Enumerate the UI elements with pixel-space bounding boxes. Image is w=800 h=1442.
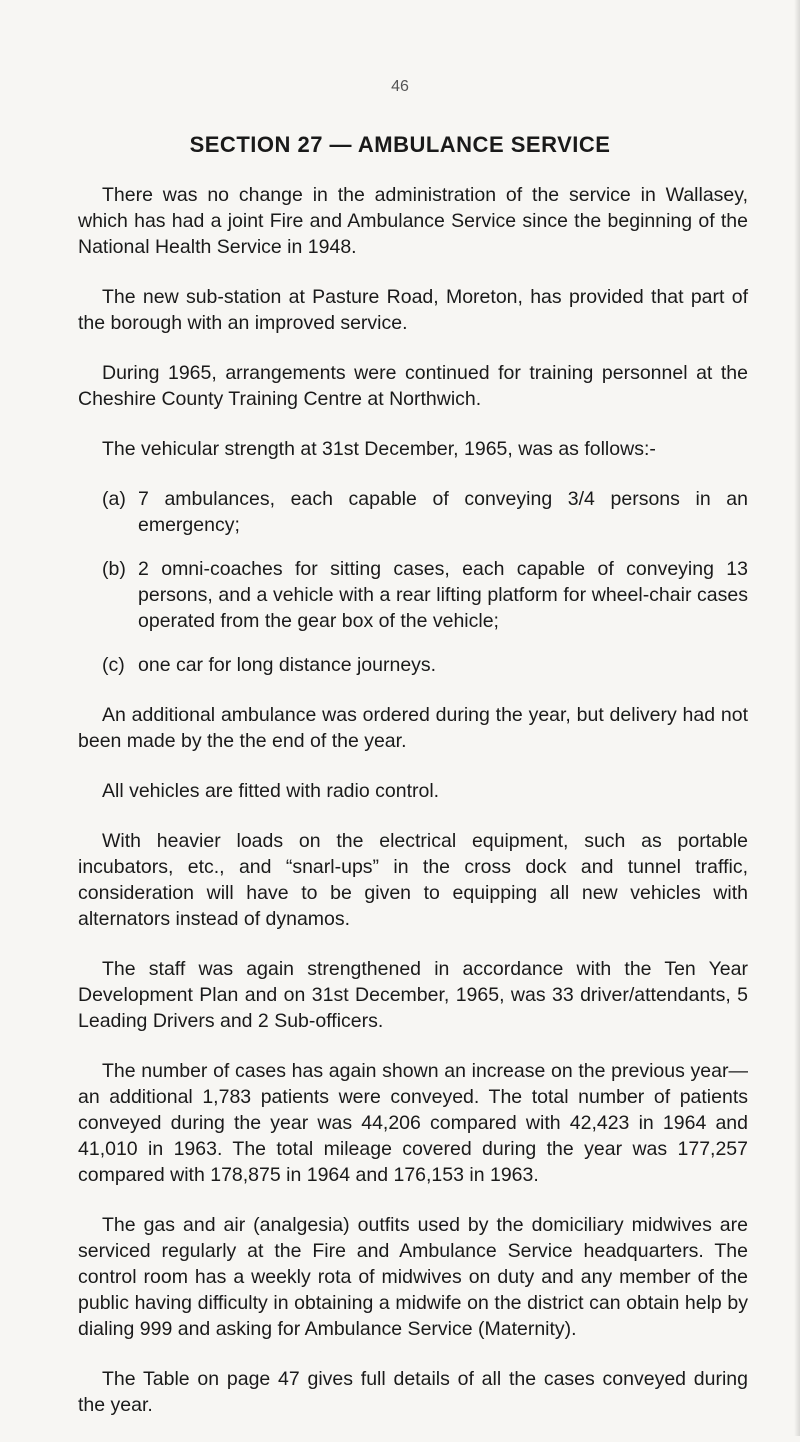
vehicle-item-label: (a) xyxy=(102,488,126,510)
vehicle-item-text: 7 ambulances, each capable of conveying 3/4 persons in an emergency; xyxy=(138,488,748,536)
vehicle-item-text: 2 omni-coaches for sitting cases, each capable of conveying 13 persons, and a vehicle with a rear lifting platform for wheel-chair cases operated from the gear box of the vehicle; xyxy=(138,558,748,632)
vehicle-list-item xyxy=(102,486,748,538)
paragraph-administration: There was no change in the administration of the service in Wallasey, which has had a joint Fire and Ambulance Service since the beginning of the National Health Service in 1948. xyxy=(78,184,748,258)
document-body xyxy=(78,182,748,1442)
paragraph-additional-ambulance: An additional ambulance was ordered during the year, but delivery had not been made by the the end of the year. xyxy=(78,704,748,752)
paragraph-vehicular-strength: The vehicular strength at 31st December, 1965, was as follows:- xyxy=(102,438,656,460)
vehicle-item-label: (c) xyxy=(102,654,125,676)
page-number: 46 xyxy=(391,78,409,95)
vehicle-item-text: one car for long distance journeys. xyxy=(138,654,437,676)
vehicle-list-item xyxy=(102,652,748,678)
paragraph-cases: The number of cases has again shown an increase on the previous year—an additional 1,783 patients were conveyed. The total number of patients conveyed during the year was 44,206 compared with 42,423 in 1964 and 41,010 in 1963. The total mileage covered during the year was 177,257 compared with 178,875 in 1964 and 176,153 in 1963. xyxy=(78,1060,748,1186)
paragraph-midwives: The gas and air (analgesia) outfits used by the domiciliary midwives are serviced regularly at the Fire and Ambulance Service headquarters. The control room has a weekly rota of midwives on duty and any member of the public having difficulty in obtaining a midwife on the district can obtain help by dialing 999 and asking for Ambulance Service (Maternity). xyxy=(78,1214,748,1340)
vehicle-list-item xyxy=(102,556,748,634)
paragraph-staff: The staff was again strengthened in accordance with the Ten Year Development Plan and on 31st December, 1965, was 33 driver/attendants, 5 Leading Drivers and 2 Sub-officers. xyxy=(78,958,748,1032)
paragraph-substation: The new sub-station at Pasture Road, Moreton, has provided that part of the borough with an improved service. xyxy=(78,286,748,334)
paragraph-radio-control: All vehicles are fitted with radio control. xyxy=(102,780,440,802)
vehicle-item-label: (b) xyxy=(102,558,126,580)
paragraph-training: During 1965, arrangements were continued for training personnel at the Cheshire County Training Centre at Northwich. xyxy=(78,362,748,410)
paragraph-table-reference: The Table on page 47 gives full details of all the cases conveyed during the year. xyxy=(78,1368,748,1416)
paragraph-electrical-equipment: With heavier loads on the electrical equipment, such as portable incubators, etc., and “snarl-ups” in the cross dock and tunnel traffic, consideration will have to be given to equipping all new vehicles with alternators instead of dynamos. xyxy=(78,830,748,930)
page-edge-shadow xyxy=(794,0,800,1436)
section-title: SECTION 27 — AMBULANCE SERVICE xyxy=(189,132,611,157)
